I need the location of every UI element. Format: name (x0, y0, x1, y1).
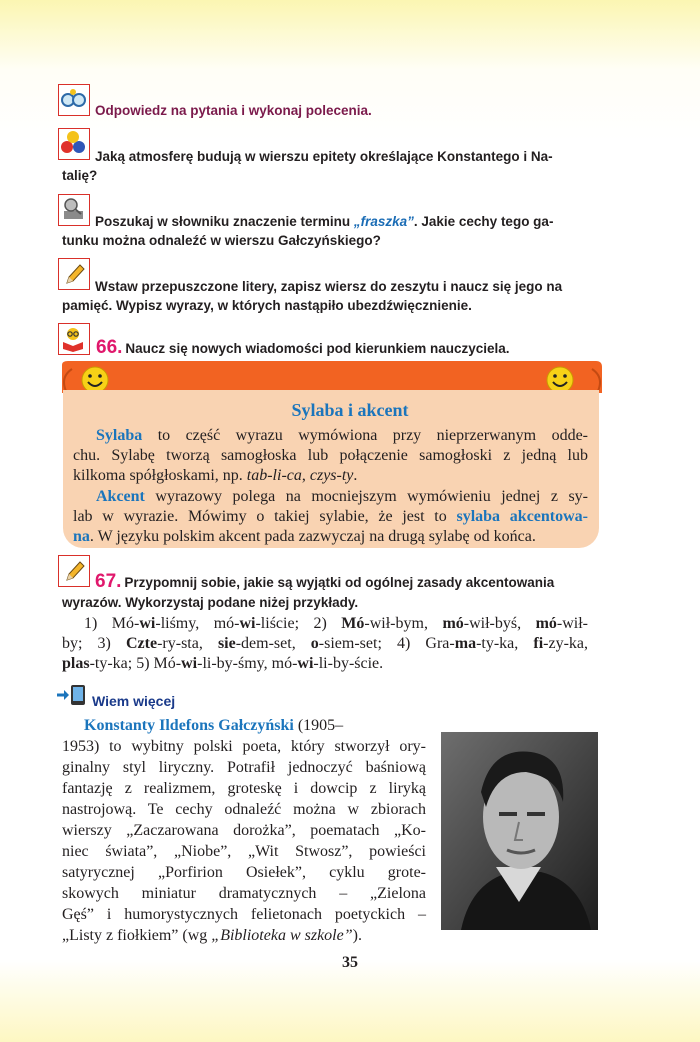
ex-t: -zy-ka, (543, 635, 589, 652)
poet-portrait (441, 732, 598, 930)
ex-t: -wił-bym, (364, 615, 443, 632)
rule-p1-dot: . (353, 467, 358, 484)
ex-b: sie (217, 635, 236, 652)
ex-t: -ty-ka, (476, 635, 534, 652)
ex-b: fi (533, 635, 544, 652)
ex-b: plas (62, 655, 90, 672)
term-fraszka: „fraszka” (353, 214, 414, 229)
rule-p2-text3: . W języku polskim akcent pada zazwyczaj na drugą sylabę od końca. (89, 528, 536, 545)
rule-p1-comma: , (301, 467, 310, 484)
examples-l2 (62, 634, 588, 655)
question-atmosphere-l2: talię? (62, 168, 98, 183)
rule-title: Sylaba i akcent (291, 400, 409, 420)
ex-b: wi (239, 615, 256, 632)
ex-b: mó (442, 615, 464, 632)
term-akcent: Akcent (96, 488, 145, 505)
bio-l11-a: „Listy z fiołkiem” (wg (62, 927, 212, 944)
bio-l1 (84, 716, 343, 737)
question-fraszka-b: . Jakie cechy tego ga- (413, 214, 554, 229)
bio-l10: Gęś” i humorystycznych felietonach poetyckich – (62, 906, 426, 923)
exercise-66-text: Naucz się nowych wiadomości pod kierunkiem nauczyciela. (125, 341, 510, 356)
question-fraszka-l1 (95, 212, 553, 231)
rule-p1-l2: chu. Sylabę tworzą samogłoska lub połączenie samogłoski z jedną lub (73, 447, 588, 464)
bio-l2: 1953) to wybitny polski poeta, który stworzył ory- (62, 738, 426, 755)
bio-l11 (62, 926, 362, 947)
exercise-67-number: 67. (95, 571, 122, 592)
bio-l11-c: ). (352, 927, 362, 944)
rule-p1-text1: to część wyrazu wymówiona przy nieprzerwanym odde- (142, 427, 588, 444)
exercise-66-number: 66. (96, 337, 123, 358)
question-atmosphere-l1: Jaką atmosferę budują w wierszu epitety określające Konstantego i Na- (95, 149, 553, 164)
faces-icon (58, 128, 90, 160)
pencil-icon (58, 258, 90, 290)
bio-l7: niec świata”, „Niobe”, „Wit Stwosz”, powieści (62, 843, 426, 860)
rule-p2-l2 (73, 507, 588, 528)
ex-t: -liście; 2) (255, 615, 342, 632)
poet-name: Konstanty Ildefons Gałczyński (84, 717, 294, 734)
example-tablica: tab-li-ca (246, 467, 302, 484)
ex-t: -ry-sta, (157, 635, 218, 652)
ex-b: Mó (341, 615, 365, 632)
example-czysty: czys-ty (309, 467, 354, 484)
ex-b: Czte (125, 635, 158, 652)
ex-t: -li-by-ście. (313, 655, 384, 672)
question-fraszka-l2: tunku można odnaleźć w wierszu Gałczyńskiego? (62, 233, 381, 248)
task-fill-letters-l1: Wstaw przepuszczone litery, zapisz wiersz do zeszytu i naucz się jego na (95, 279, 563, 294)
dictionary-icon (58, 194, 90, 226)
ex-t: -wił- (556, 615, 589, 632)
ex-b: o (310, 635, 319, 652)
page-number: 35 (342, 954, 358, 971)
rule-p1-l1 (96, 426, 588, 447)
ex-b: wi (139, 615, 156, 632)
term-sylaba-akcentowana-a: sylaba akcentowa- (456, 508, 588, 525)
ex-t: -dem-set, (235, 635, 311, 652)
bio-l3: ginalny styl liryczny. Potrafił jednoczyć baśniową (62, 759, 426, 776)
rule-p1-l3 (73, 466, 357, 487)
pencil-icon-67 (58, 555, 90, 587)
examples-l1 (84, 614, 588, 635)
bio-l6: wierszy „Zaczarowana dorożka”, poematach „Ko- (62, 822, 426, 839)
bio-l8: satyrycznej „Porfirion Osiełek”, cyklu grote- (62, 864, 426, 881)
rule-ribbon (62, 361, 602, 393)
ex-t: -siem-set; 4) Gra- (318, 635, 455, 652)
ex-b: wi (181, 655, 198, 672)
exercise-66 (96, 338, 510, 358)
rule-p2-l1 (96, 487, 588, 508)
task-intro: Odpowiedz na pytania i wykonaj polecenia. (95, 103, 372, 118)
ex-b: wi (297, 655, 314, 672)
examples-l3 (62, 654, 383, 675)
exercise-67-l2: wyrazów. Wykorzystaj podane niżej przykłady. (62, 595, 359, 610)
ex-t: 1) Mó- (84, 615, 140, 632)
bio-l9: skowych miniatur dramatycznych – „Zielona (62, 885, 426, 902)
rule-p2-text2: lab w wyrazie. Mówimy o takiej sylabie, że jest to (73, 508, 457, 525)
rule-p2-text1: wyrazowy polega na mocniejszym wymówieniu jednej z sy- (144, 488, 588, 505)
question-fraszka-a: Poszukaj w słowniku znaczenie terminu (95, 214, 354, 229)
ex-t: by; 3) (62, 635, 126, 652)
ex-t: -ty-ka; 5) Mó- (89, 655, 182, 672)
bio-years: (1905– (293, 717, 344, 734)
ex-t: -li-by-śmy, mó- (197, 655, 298, 672)
term-sylaba: Sylaba (96, 427, 143, 444)
reading-student-icon (58, 323, 90, 355)
exercise-67-l1 (95, 572, 554, 592)
exercise-67-text1: Przypomnij sobie, jakie są wyjątki od ogólnej zasady akcentowania (124, 575, 555, 590)
term-sylaba-akcentowana-b: na (73, 528, 90, 545)
bio-l4: fantazję z realizmem, groteskę i dowcip z liryką (62, 780, 426, 797)
ex-b: mó (535, 615, 557, 632)
tablet-icon (55, 684, 89, 706)
bio-l5: nastrojową. Te cechy odnaleźć można w zbiorach (62, 801, 426, 818)
ex-b: ma (454, 635, 477, 652)
wiem-wiecej-heading: Wiem więcej (92, 693, 176, 709)
rule-p1-text3a: kilkoma spółgłoskami, np. (73, 467, 247, 484)
ex-t: -liśmy, mó- (155, 615, 240, 632)
glasses-icon (58, 84, 90, 116)
ex-t: -wił-byś, (463, 615, 536, 632)
rule-p2-l3 (73, 527, 588, 548)
task-fill-letters-l2: pamięć. Wypisz wyrazy, w których nastąpiło ubezdźwięcznienie. (62, 298, 472, 313)
source-title: „Biblioteka w szkole” (211, 927, 353, 944)
